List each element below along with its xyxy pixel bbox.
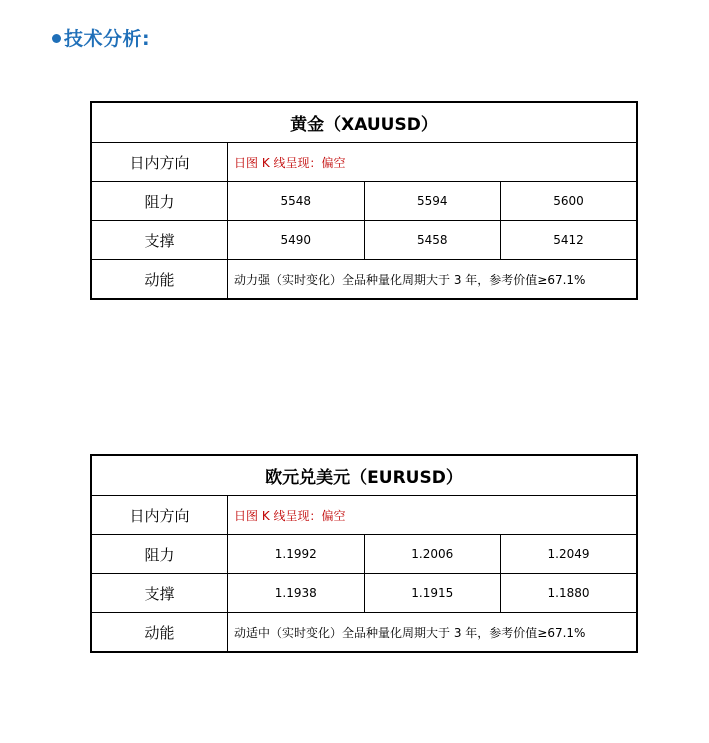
support-label: 支撑 [91,574,228,613]
trend-value: 日图 K 线呈现：偏空 [228,496,638,535]
support-value: 5412 [501,221,638,260]
section-heading-text: 技术分析: [64,28,151,50]
momentum-value: 动适中（实时变化）全品种量化周期大于 3 年，参考价值≥67.1% [228,613,638,653]
trend-row [91,143,637,182]
resistance-label: 阻力 [91,182,228,221]
resistance-value: 1.2006 [364,535,501,574]
resistance-value: 1.1992 [228,535,365,574]
support-value: 5458 [364,221,501,260]
support-value: 1.1880 [501,574,638,613]
support-value: 1.1938 [228,574,365,613]
momentum-row [91,613,637,653]
resistance-value: 1.2049 [501,535,638,574]
support-value: 5490 [228,221,365,260]
eurusd-analysis-table [90,454,638,653]
support-label: 支撑 [91,221,228,260]
resistance-value: 5600 [501,182,638,221]
momentum-value: 动力强（实时变化）全品种量化周期大于 3 年，参考价值≥67.1% [228,260,638,300]
trend-label: 日内方向 [91,496,228,535]
bullet-icon [52,34,61,43]
resistance-row [91,535,637,574]
gold-analysis-table [90,101,638,300]
trend-row [91,496,637,535]
section-heading [52,24,150,51]
resistance-value: 5594 [364,182,501,221]
trend-label: 日内方向 [91,143,228,182]
table-title: 黄金（XAUUSD） [91,102,637,143]
resistance-row [91,182,637,221]
support-value: 1.1915 [364,574,501,613]
support-row [91,574,637,613]
momentum-label: 动能 [91,613,228,653]
resistance-value: 5548 [228,182,365,221]
support-row [91,221,637,260]
resistance-label: 阻力 [91,535,228,574]
trend-value: 日图 K 线呈现：偏空 [228,143,638,182]
momentum-label: 动能 [91,260,228,300]
momentum-row [91,260,637,300]
table-title: 欧元兑美元（EURUSD） [91,455,637,496]
